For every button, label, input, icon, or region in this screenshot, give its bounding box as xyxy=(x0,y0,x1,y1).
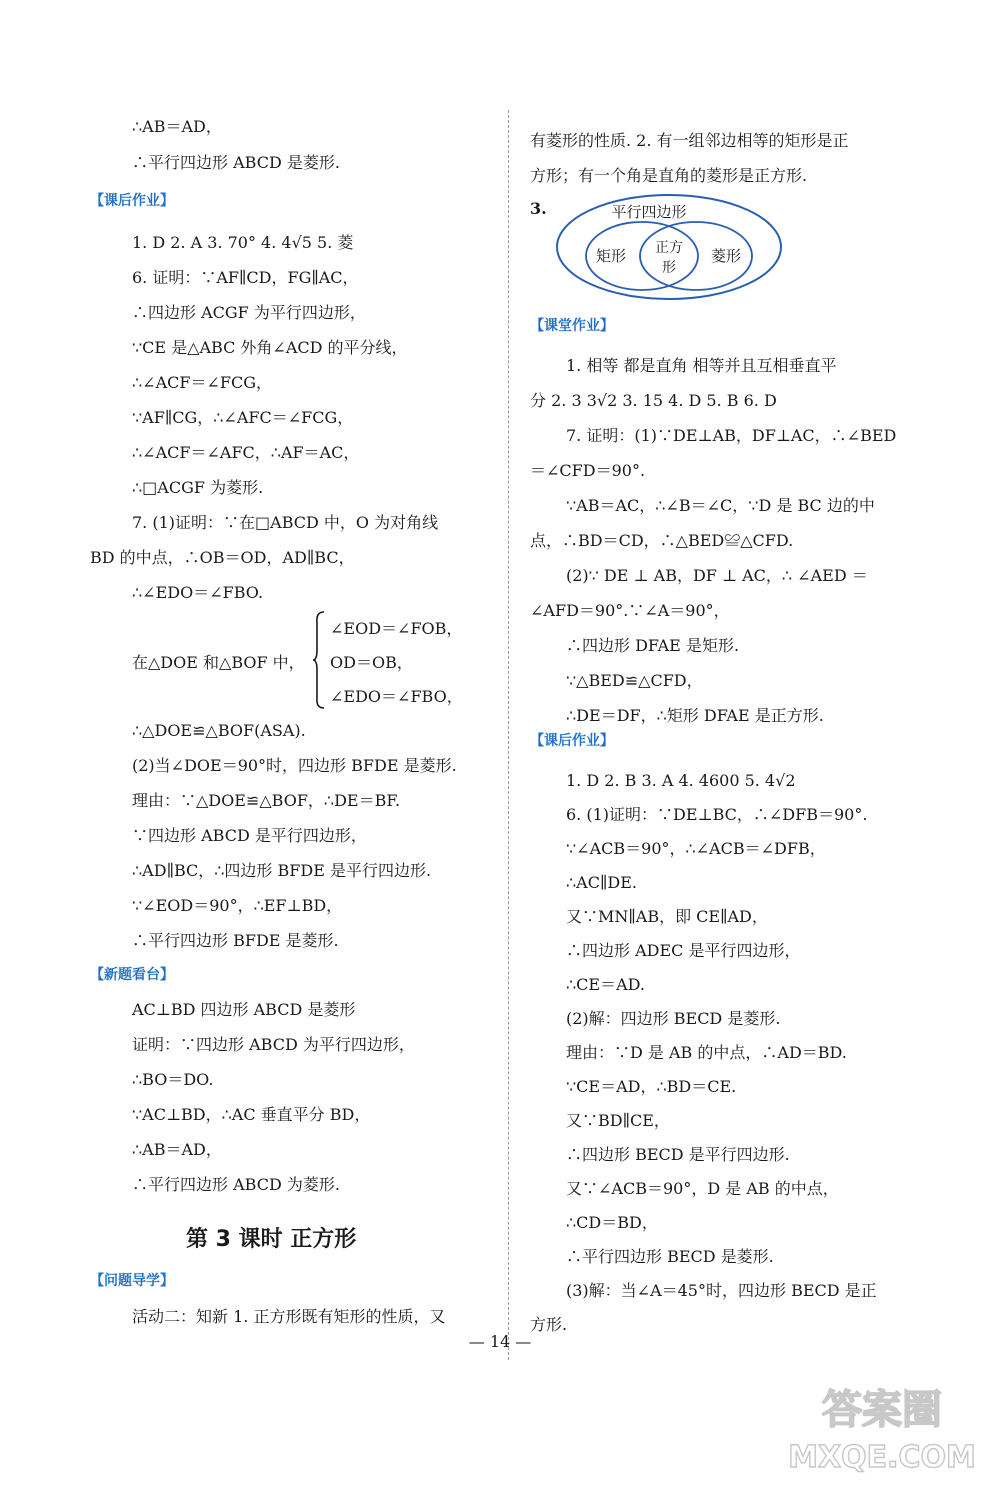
watermark-text-cn: 答案圈 xyxy=(822,1387,942,1433)
watermark-text-url: MXQE.COM xyxy=(788,1440,976,1475)
section-tag-homework: 【课后作业】 xyxy=(530,733,614,749)
text-line: 分 2. 3 3√2 3. 15 4. D 5. B 6. D xyxy=(530,391,777,410)
text-line: ∵CE 是△ABC 外角∠ACD 的平分线， xyxy=(132,338,408,357)
section-tag-new-topic: 【新题看台】 xyxy=(90,967,174,983)
text-line: (3)解：当∠A＝45°时，四边形 BECD 是正 xyxy=(566,1281,877,1300)
text-line: ∵△BED≌△CFD， xyxy=(566,671,703,690)
text-line: ∵AB＝AC，∴∠B＝∠C，∵D 是 BC 边的中 xyxy=(566,496,875,515)
text-line: ∠AFD＝90°.∵∠A＝90°， xyxy=(530,601,730,620)
text-line: ∴CD＝BD， xyxy=(566,1213,658,1232)
text-line: AC⊥BD 四边形 ABCD 是菱形 xyxy=(132,1000,356,1019)
text-line: ∵四边形 ABCD 是平行四边形， xyxy=(132,826,367,845)
text-line: ∴平行四边形 BECD 是菱形. xyxy=(566,1247,774,1266)
text-line: ∴平行四边形 ABCD 是菱形. xyxy=(132,153,340,172)
text-line: 有菱形的性质. 2. 有一组邻边相等的矩形是正 xyxy=(530,131,849,150)
text-line: 7. (1)证明：∵在□ABCD 中，O 为对角线 xyxy=(132,513,439,532)
text-line: ∴DE＝DF，∴矩形 DFAE 是正方形. xyxy=(566,706,824,725)
text-line: 又∵MN∥AB，即 CE∥AD， xyxy=(566,907,768,926)
venn-right-label: 菱形 xyxy=(710,247,742,265)
system-line: ∠EDO＝∠FBO， xyxy=(330,687,463,706)
text-line: ∵AF∥CG，∴∠AFC＝∠FCG， xyxy=(132,408,354,427)
text-line: BD 的中点，∴OB＝OD，AD∥BC， xyxy=(90,548,355,567)
text-line: 证明：∵四边形 ABCD 为平行四边形， xyxy=(132,1035,415,1054)
text-line: 又∵∠ACB＝90°，D 是 AB 的中点， xyxy=(566,1179,839,1198)
text-line: 又∵BD∥CE， xyxy=(566,1111,670,1130)
text-line: 理由：∵△DOE≌△BOF，∴DE＝BF. xyxy=(132,791,401,810)
text-line: ∴四边形 ADEC 是平行四边形， xyxy=(566,941,801,960)
venn-diagram xyxy=(554,192,784,302)
text-line: ＝∠CFD＝90°. xyxy=(530,461,646,480)
venn-center-label: 形 xyxy=(662,260,676,276)
text-line: ∴CE＝AD. xyxy=(566,975,646,994)
system-line: ∠EOD＝∠FOB， xyxy=(330,619,463,638)
text-line: ∴四边形 DFAE 是矩形. xyxy=(566,636,740,655)
text-line: 1. D 2. B 3. A 4. 4600 5. 4√2 xyxy=(566,771,796,790)
text-line: 6. 证明：∵AF∥CD，FG∥AC， xyxy=(132,268,359,287)
text-line: ∴□ACGF 为菱形. xyxy=(132,478,264,497)
text-line: ∴∠ACF＝∠FCG， xyxy=(132,373,273,392)
text-line: 6. (1)证明：∵DE⊥BC，∴∠DFB＝90°. xyxy=(566,805,868,824)
text-line: ∴AB＝AD， xyxy=(132,1140,222,1159)
text-line: 1. 相等 都是直角 相等并且互相垂直平 xyxy=(566,356,837,375)
venn-outer-label: 平行四边形 xyxy=(611,203,687,221)
text-line: ∴△DOE≌△BOF(ASA). xyxy=(132,721,306,740)
text-line: 点，∴BD＝CD，∴△BED≌△CFD. xyxy=(530,531,794,550)
left-brace-icon xyxy=(312,610,326,710)
text-line: 方形. xyxy=(530,1315,568,1334)
text-line: ∵CE＝AD，∴BD＝CE. xyxy=(566,1077,737,1096)
section-tag-classwork: 【课堂作业】 xyxy=(530,318,614,334)
text-line: ∵∠ACB＝90°，∴∠ACB＝∠DFB， xyxy=(566,839,826,858)
text-line: 方形；有一个角是直角的菱形是正方形. xyxy=(530,166,808,185)
text-line: 活动二：知新 1. 正方形既有矩形的性质，又 xyxy=(132,1307,446,1326)
watermark-logo xyxy=(782,1371,982,1481)
text-line: ∴∠EDO＝∠FBO. xyxy=(132,583,264,602)
text-line: 理由：∵D 是 AB 的中点，∴AD＝BD. xyxy=(566,1043,847,1062)
venn-number: 3. xyxy=(530,199,547,218)
page-number: — 14 — xyxy=(468,1332,532,1351)
text-line: ∴四边形 ACGF 为平行四边形， xyxy=(132,303,366,322)
text-line: (2)当∠DOE＝90°时，四边形 BFDE 是菱形. xyxy=(132,756,457,775)
text-line: ∴平行四边形 BFDE 是菱形. xyxy=(132,931,339,950)
section-tag-guide: 【问题导学】 xyxy=(90,1273,174,1289)
text-line: ∴AC∥DE. xyxy=(566,873,637,892)
text-line: ∴BO＝DO. xyxy=(132,1070,214,1089)
text-line: ∵∠EOD＝90°，∴EF⊥BD， xyxy=(132,896,343,915)
text-line: ∴AB＝AD， xyxy=(132,117,222,136)
system-prefix: 在△DOE 和△BOF 中， xyxy=(132,653,305,672)
text-line: ∵AC⊥BD，∴AC 垂直平分 BD， xyxy=(132,1105,371,1124)
text-line: ∴四边形 BECD 是平行四边形. xyxy=(566,1145,790,1164)
lesson-title: 第 3 课时 正方形 xyxy=(186,1227,357,1252)
text-line: (2)∵ DE ⊥ AB，DF ⊥ AC，∴ ∠AED ＝ xyxy=(566,566,868,585)
text-line: ∴∠ACF＝∠AFC，∴AF＝AC， xyxy=(132,443,360,462)
system-line: OD＝OB， xyxy=(330,653,413,672)
text-line: (2)解：四边形 BECD 是菱形. xyxy=(566,1009,781,1028)
venn-left-label: 矩形 xyxy=(595,247,627,265)
text-line: ∴平行四边形 ABCD 为菱形. xyxy=(132,1175,340,1194)
venn-center-label: 正方 xyxy=(655,240,683,256)
text-line: 7. 证明：(1)∵DE⊥AB，DF⊥AC，∴∠BED xyxy=(566,426,897,445)
text-line: ∴AD∥BC，∴四边形 BFDE 是平行四边形. xyxy=(132,861,432,880)
text-line: 1. D 2. A 3. 70° 4. 4√5 5. 菱 xyxy=(132,233,354,252)
section-tag-homework: 【课后作业】 xyxy=(90,193,174,209)
column-divider xyxy=(508,110,509,1360)
